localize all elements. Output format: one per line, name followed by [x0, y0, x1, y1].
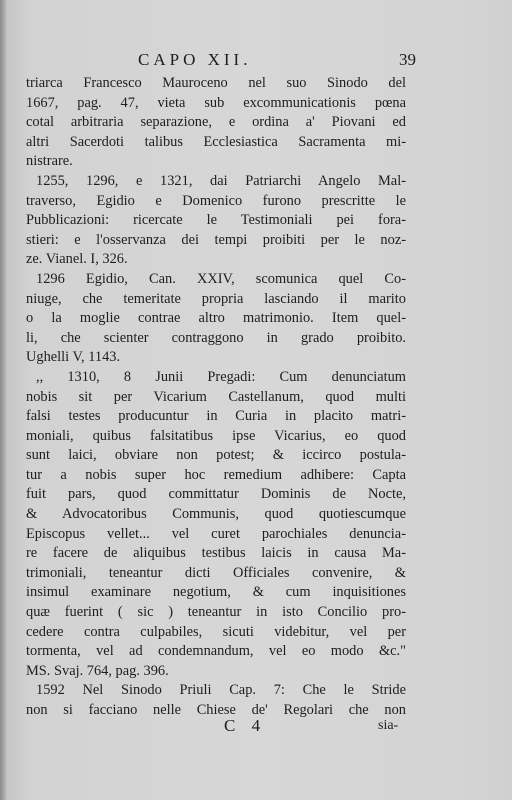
text-line: o la moglie contrae altro matrimonio. Item quel-	[26, 310, 406, 327]
text-line: nobis sit per Vicarium Castellanum, quod multi	[26, 388, 406, 405]
text-line: li, che scienter contraggono in grado proibito.	[26, 329, 406, 346]
text-line: niuge, che temeritate propria lasciando il marito	[26, 290, 406, 307]
page-footer	[0, 716, 512, 738]
text-line: stieri: e l'osservanza dei tempi proibiti per le noz-	[26, 231, 406, 248]
catchword: sia-	[378, 718, 399, 733]
text-line: triarca Francesco Mauroceno nel suo Sinodo del	[26, 75, 406, 91]
page-number: 39	[399, 50, 416, 69]
running-header	[0, 50, 512, 74]
text-line: tur a nobis super hoc remedium adhibere: Capta	[26, 466, 406, 483]
text-line: sunt laici, obviare non potest; & iccirco postula-	[26, 447, 406, 464]
text-line: 1296 Egidio, Can. XXIV, scomunica quel Co-	[36, 270, 406, 287]
body-text	[26, 74, 406, 721]
signature-mark: C 4	[224, 716, 267, 735]
text-line: Episcopus vellet... vel curet parochiales denuncia-	[26, 525, 406, 542]
text-line: ,, 1310, 8 Junii Pregadi: Cum denunciatum	[36, 368, 406, 385]
text-line: falsi testes producuntur in Curia in placito matri-	[26, 408, 406, 425]
text-line: fuit pars, quod committatur Dominis de Nocte,	[26, 486, 406, 503]
text-line: re facere de aliquibus testibus laicis in causa Ma-	[26, 545, 406, 562]
text-line: 1255, 1296, e 1321, dai Patriarchi Angelo Mal-	[36, 172, 406, 189]
text-line: insimul examinare negotium, & cum inquisitiones	[26, 584, 406, 601]
text-line: tormenta, vel ad condemnandum, vel eo modo &c."	[26, 643, 406, 660]
text-line: trimoniali, teneantur dicti Officiales convenire, &	[26, 564, 406, 581]
text-line: moniali, quibus falsitatibus ipse Vicarius, eo quod	[26, 427, 406, 444]
text-line: nistrare.	[26, 153, 73, 170]
text-line: 1592 Nel Sinodo Priuli Cap. 7: Che le Stride	[36, 682, 406, 699]
text-line: altri Sacerdoti talibus Ecclesiastica Sacramenta mi-	[26, 133, 406, 150]
text-line: Pubblicazioni: ricercate le Testimoniali pei fora-	[26, 212, 406, 229]
text-line: cotal arbitraria separazione, e ordina a' Piovani ed	[26, 114, 406, 131]
text-line: & Advocatoribus Communis, quod quotiescumque	[26, 506, 406, 523]
text-line: non si facciano nelle Chiese de' Regolari che non	[26, 702, 406, 718]
text-line: quæ fuerint ( sic ) teneantur in isto Concilio pro-	[26, 604, 406, 621]
text-line: Ughelli V, 1143.	[26, 349, 121, 366]
text-line: cedere contra culpabiles, sicuti videbitur, vel per	[26, 623, 406, 640]
text-line: MS. Svaj. 764, pag. 396.	[26, 662, 169, 679]
text-line: ze. Vianel. I, 326.	[26, 251, 128, 268]
text-line: 1667, pag. 47, vieta sub excommunicationis pœna	[26, 94, 406, 111]
chapter-title: CAPO XII.	[138, 50, 252, 69]
page-gutter-shadow	[0, 0, 6, 800]
text-line: traverso, Egidio e Domenico furono prescritte le	[26, 192, 406, 209]
